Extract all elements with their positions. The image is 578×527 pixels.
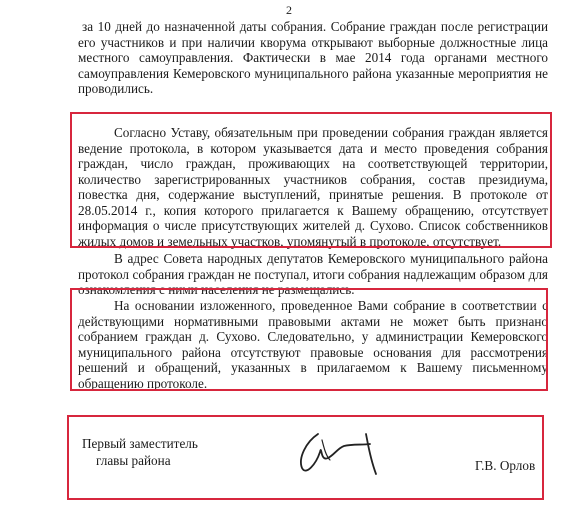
signer-name: Г.В. Орлов — [475, 458, 536, 473]
paragraph-protocol-requirements: Согласно Уставу, обязательным при проведении собрания граждан является ведение протокола, в котором указывается дата и место проведения собрания граждан, число граждан, проживающих на соответствующей территории, количество зарегистрированных участников собрания, состав президиума, повестка дня, содержание выступлений, принятые решения. В протоколе от 28.05.2014 г., копия которого прилагается к Вашему обращению, отсутствует информация о числе присутствующих жителей д. Сухово. Список собственников жилых домов и земельных участков, упомянутый в протоколе, отсутствует. — [78, 125, 548, 249]
signer-position-line2: главы района — [96, 453, 171, 468]
highlight-box-conclusion — [70, 288, 548, 391]
paragraph-meeting-procedure: за 10 дней до назначенной даты собрания. Собрание граждан после регистрации его участников и при наличии кворума открывают выборные должностные лица местного самоуправления. Фактически в мае 2014 года органами местного самоуправления Кемеровского муниципального района указанные мероприятия не проводились. — [78, 19, 548, 96]
paragraph-conclusion: На основании изложенного, проведенное Вами собрание в соответствии с действующими нормативными правовыми актами не может быть признано собранием граждан д. Сухово. Следовательно, у администрации Кемеровского муниципального района отсутствуют правовые основания для рассмотрения решений и обращений, указанных в прилагаемом к Вашему письменному обращению протоколе. — [78, 298, 548, 391]
page-number: 2 — [286, 3, 292, 17]
handwritten-signature — [292, 428, 402, 478]
highlight-box-protocol — [70, 112, 552, 248]
paragraph-council-notice: В адрес Совета народных депутатов Кемеровского муниципального района протокол собрания граждан не поступал, итоги собрания надлежащим образом для ознакомления с ними населения не размещались. — [78, 251, 548, 297]
signer-position-line1: Первый заместитель — [82, 436, 198, 451]
signer-position — [82, 435, 198, 469]
